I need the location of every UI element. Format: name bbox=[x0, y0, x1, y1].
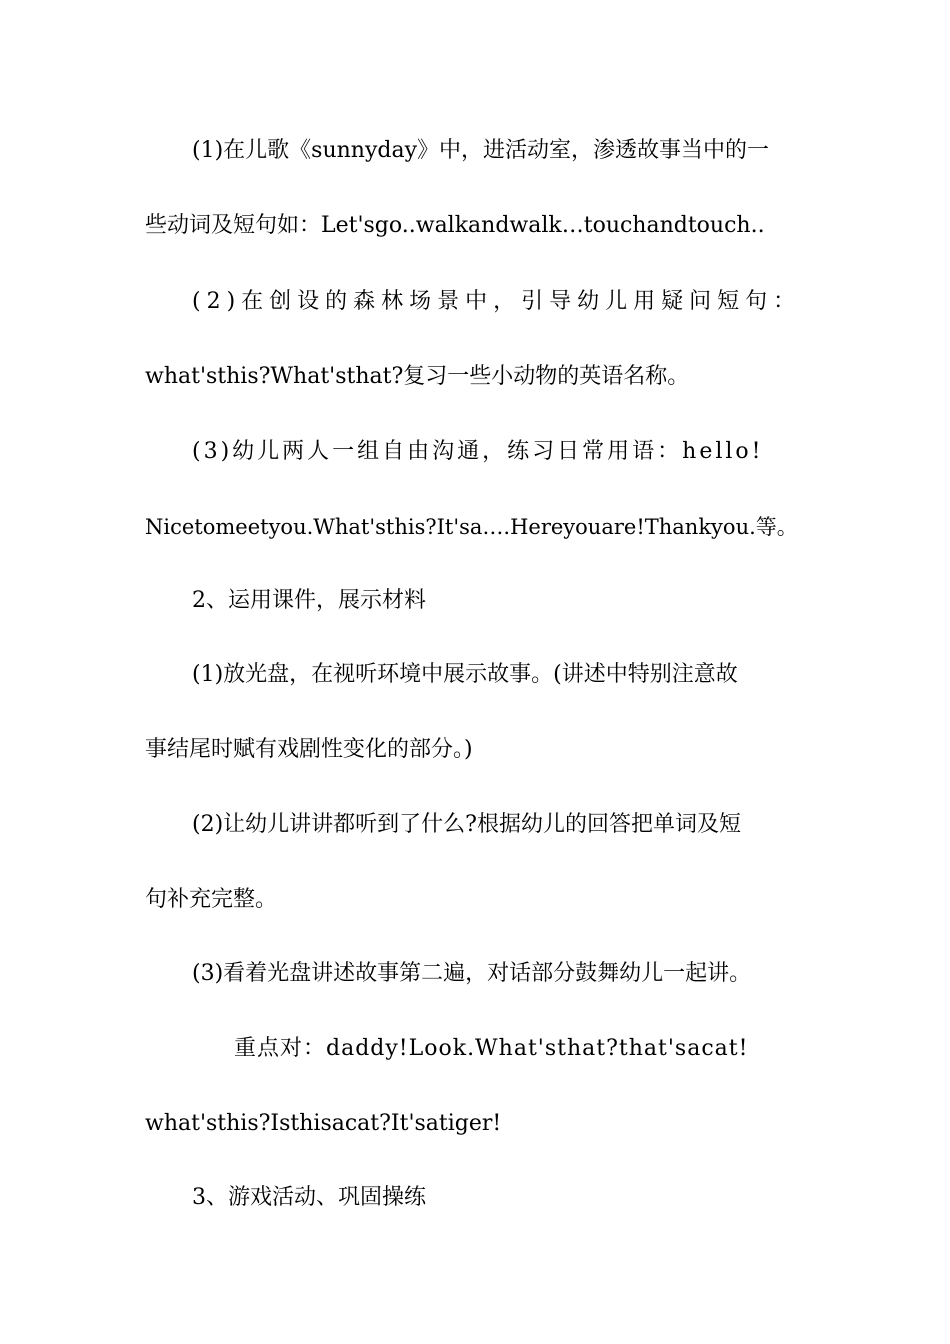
paragraph-3-line-1: (3)幼儿两人一组自由沟通，练习日常用语：hello! bbox=[192, 439, 764, 464]
paragraph-4-line-1: (1)放光盘，在视听环境中展示故事。(讲述中特别注意故 bbox=[192, 662, 738, 687]
paragraph-3-line-2: Nicetomeetyou.What'sthis?It'sa….Hereyouare!Thankyou.等。 bbox=[145, 515, 798, 539]
paragraph-5-line-2: 句补充完整。 bbox=[145, 887, 278, 912]
paragraph-2-line-1: (2)在创设的森林场景中，引导幼儿用疑问短句： bbox=[192, 289, 802, 314]
paragraph-1-line-1: (1)在儿歌《sunnyday》中，进活动室，渗透故事当中的一 bbox=[192, 138, 770, 163]
paragraph-5-line-1: (2)让幼儿讲讲都听到了什么?根据幼儿的回答把单词及短 bbox=[192, 812, 741, 837]
paragraph-7-line-1: 重点对：daddy!Look.What'sthat?that'sacat! bbox=[234, 1036, 749, 1061]
paragraph-7-line-2: what'sthis?Isthisacat?It'satiger! bbox=[145, 1111, 502, 1136]
paragraph-2-line-2: what'sthis?What'sthat?复习一些小动物的英语名称。 bbox=[145, 364, 690, 389]
paragraph-4-line-2: 事结尾时赋有戏剧性变化的部分。) bbox=[145, 737, 473, 762]
paragraph-6-line-1: (3)看着光盘讲述故事第二遍，对话部分鼓舞幼儿一起讲。 bbox=[192, 961, 752, 986]
section-heading-3: 3、游戏活动、巩固操练 bbox=[192, 1185, 426, 1210]
section-heading-2: 2、运用课件，展示材料 bbox=[192, 588, 426, 613]
paragraph-1-line-2: 些动词及短句如：Let'sgo..walkandwalk…touchandtouch.. bbox=[145, 213, 765, 238]
